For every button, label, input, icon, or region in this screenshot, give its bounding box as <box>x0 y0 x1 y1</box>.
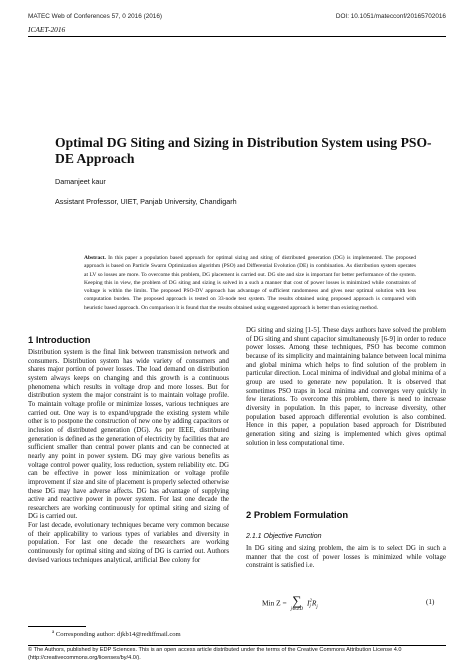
license-rule <box>28 645 446 646</box>
abstract-label: Abstract. <box>84 255 106 261</box>
equation-resistance-subscript: j <box>316 605 318 611</box>
license-text: © The Authors, published by EDP Sciences. This is an open access article distributed under the terms of the Creative Commons Attribution License 4.0 (http://creativecommons.org/licenses/by/4.0/). <box>28 647 402 661</box>
equation-superscript: 2 <box>309 599 312 604</box>
doi-header: DOI: 10.1051/matecconf/20165702016 <box>335 13 446 20</box>
abstract-text: In this paper a population based approach for optimal sizing and siting of distributed generation (DG) is implemented. The proposed approach is based on Particle Swarm Optimization algorithm (PSO) and Differential Evolution (DE) in combination. As distribution system operates at LV so losses are more. To overcome this problem, DG placement is carried out. DG site and size is important for better performance of the system. Keeping this in view, the problem of DG siting and sizing is solved in a such a manner that cost of power losses is minimized while constraints of voltage is within the limits. The proposed PSO-DV approach has advantage of sufficient randomness and gives near optimal solution with less computation burden. The proposed approach is tested on 33-node test system. The results obtained using proposed approach is compared with heuristic based approach. On comparison it is found that the results obtained using suggested approach is better than existing method. <box>84 255 417 311</box>
equation-subscript: j <box>309 604 311 609</box>
section-heading-introduction: 1 Introduction <box>28 334 91 345</box>
equation-current: I <box>306 598 310 608</box>
author-name: Damanjeet kaur <box>55 177 106 186</box>
equation-lhs: Min Z = <box>262 598 287 608</box>
equation-summation <box>291 595 304 613</box>
summation-index: j∈ℤD <box>290 607 304 612</box>
footnote-text: Corresponding author: djkb14@rediffmail.com <box>55 631 181 639</box>
right-column-text: DG siting and sizing [1-5]. These days authors have solved the problem of DG siting and shunt capacitor simultaneously [6-9] in order to reduce power losses. Among these techniques, PSO has become common because of its simplicity and maintaining balance between local minima and global minima which helps to find solution of the problem in particular direction. Local minima of individual and global minima of a group are used to generate new population. It is observed that sometimes PSO traps in local minima and converges very quickly in few iterations. To overcome this problem, there is need to increase diversity in population. In this paper, to increase diversity, other population based approach differential evolution is also combined. Hence in this paper, a population based approach for Distributed generation siting and sizing is implemented which gives optimal solution in less computational time. <box>246 327 446 447</box>
journal-header: MATEC Web of Conferences 57, 0 2016 (2016) <box>28 13 163 20</box>
equation-1 <box>262 595 318 613</box>
abstract <box>84 254 416 312</box>
objective-text: In DG siting and sizing problem, the aim is to select DG in such a manner that the cost of power losses is minimized while voltage constraint is satisfied i.e. <box>246 545 446 570</box>
header-rule <box>28 36 446 37</box>
conference-name: ICAET-2016 <box>28 25 66 34</box>
equation-resistance: R <box>311 598 317 608</box>
intro-paragraph-1: Distribution system is the final link between transmission network and consumers. Distribution system has wide variety of consumers and shares major portion of power losses. The load demand on distribution system always keeps on changing and this growth is a continuous phenomena which results in voltage drop and more losses. But for distribution system the major constraint is to maintain voltage profile. To maintain voltage profile or minimize losses, various techniques are carried out. One way is to expand/upgrade the existing system while other is to postpone the construction of new one by adding capacitors or inclusion of distributed generation (DG). As per IEEE, distributed generation is defined as the generation of electricity by facilities that are sufficient smaller than central power plants and can be connected at nearly any point in power system. DG may give various benefits as voltage control power quality, loss reduction, system reliability etc. DG can be effective in power loss minimization or voltage profile improvement if size and site of placement is properly selected otherwise these DG may have adverse affects. DG has advantage of supplying active and reactive power in power system. For last one decade the researchers are working continuously for optimal siting and sizing of DG is carried out. <box>28 349 229 521</box>
footnote-marker: a <box>52 630 55 635</box>
summation-symbol: ∑ <box>292 593 302 608</box>
section-heading-problem-formulation: 2 Problem Formulation <box>246 509 349 520</box>
subsection-heading-objective-function: 2.1.1 Objective Function <box>246 533 322 540</box>
author-affiliation: Assistant Professor, UIET, Panjab University, Chandigarh <box>55 197 237 206</box>
footnote-rule <box>28 626 86 627</box>
equation-number: (1) <box>426 598 435 606</box>
intro-column <box>28 349 229 565</box>
paper-title: Optimal DG Siting and Sizing in Distribution System using PSO-DE Approach <box>55 135 432 166</box>
intro-paragraph-2: For last decade, evolutionary techniques became very common because of their applicability to various types of variables and diversity in population. For last one decade the researchers are working continuously for optimal siting and sizing of DG is carried out. Authors devised various techniques analytical, artificial Bee colony for <box>28 522 229 564</box>
footnote <box>52 630 181 638</box>
